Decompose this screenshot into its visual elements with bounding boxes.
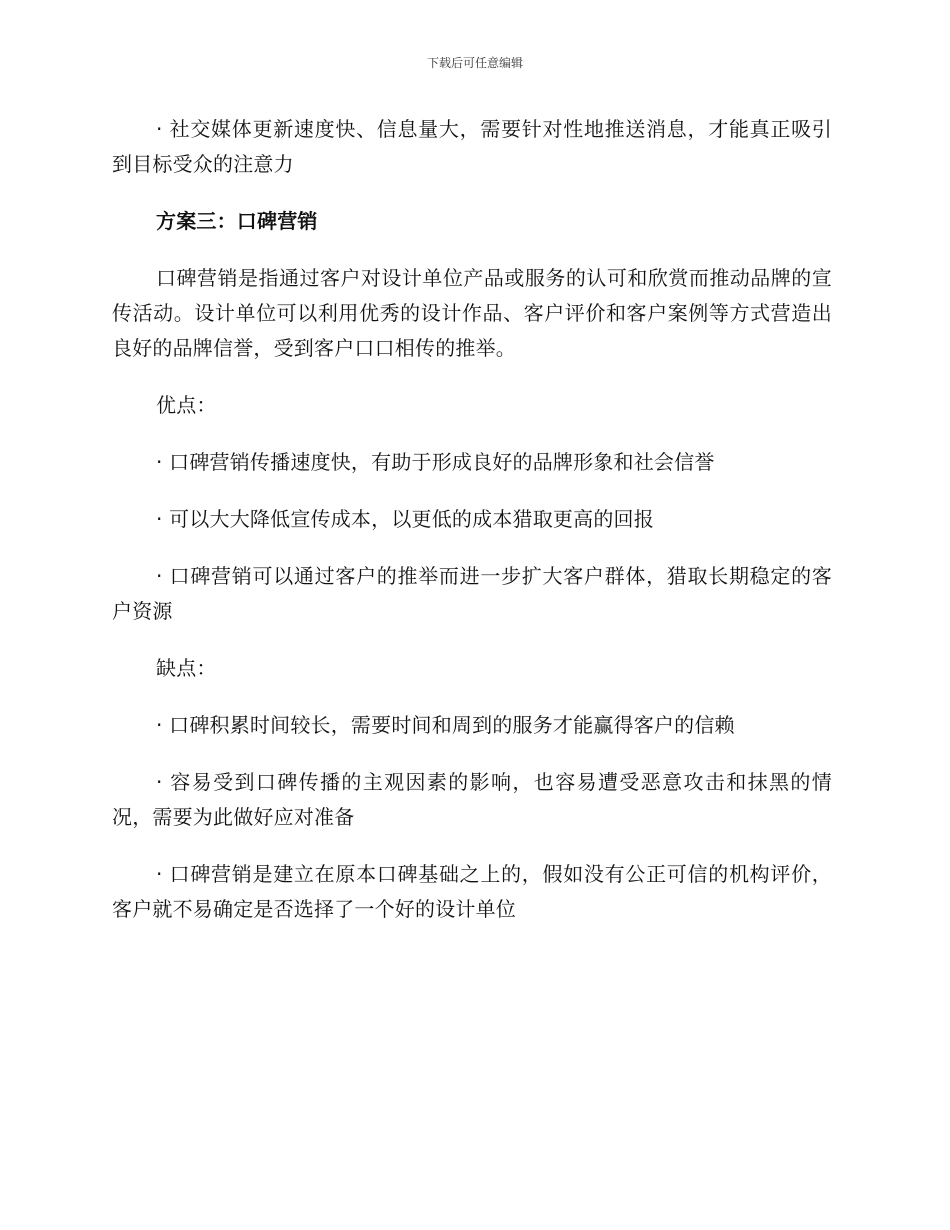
- page-header: 下载后可任意编辑: [426, 56, 523, 70]
- advantage-item: · 口碑营销传播速度快，有助于形成良好的品牌形象和社会信誉: [156, 450, 715, 474]
- disadvantage-item: · 口碑积累时间较长，需要时间和周到的服务才能赢得客户的信赖: [156, 713, 735, 737]
- disadvantage-item: · 口碑营销是建立在原本口碑基础之上的，假如没有公正可信的机构评价，客户就不易确定是否选择了一个好的设计单位: [112, 862, 832, 921]
- advantage-item: · 可以大大降低宣传成本，以更低的成本猎取更高的回报: [156, 507, 654, 531]
- paragraph-social-media-bullet: · 社交媒体更新速度快、信息量大，需要针对性地推送消息，才能真正吸引到目标受众的注意力: [112, 117, 832, 176]
- paragraph-word-of-mouth-intro: 口碑营销是指通过客户对设计单位产品或服务的认可和欣赏而推动品牌的宣传活动。设计单位可以利用优秀的设计作品、客户评价和客户案例等方式营造出良好的品牌信誉，受到客户口口相传的推举。: [112, 266, 832, 360]
- advantages-label: 优点：: [156, 393, 217, 417]
- document-body: [112, 112, 832, 949]
- section-heading-plan-three: 方案三：口碑营销: [156, 209, 318, 233]
- disadvantages-label: 缺点：: [156, 656, 217, 680]
- advantage-item: · 口碑营销可以通过客户的推举而进一步扩大客户群体，猎取长期稳定的客户资源: [112, 564, 832, 623]
- disadvantage-item: · 容易受到口碑传播的主观因素的影响，也容易遭受恶意攻击和抹黑的情况，需要为此做好应对准备: [112, 770, 832, 829]
